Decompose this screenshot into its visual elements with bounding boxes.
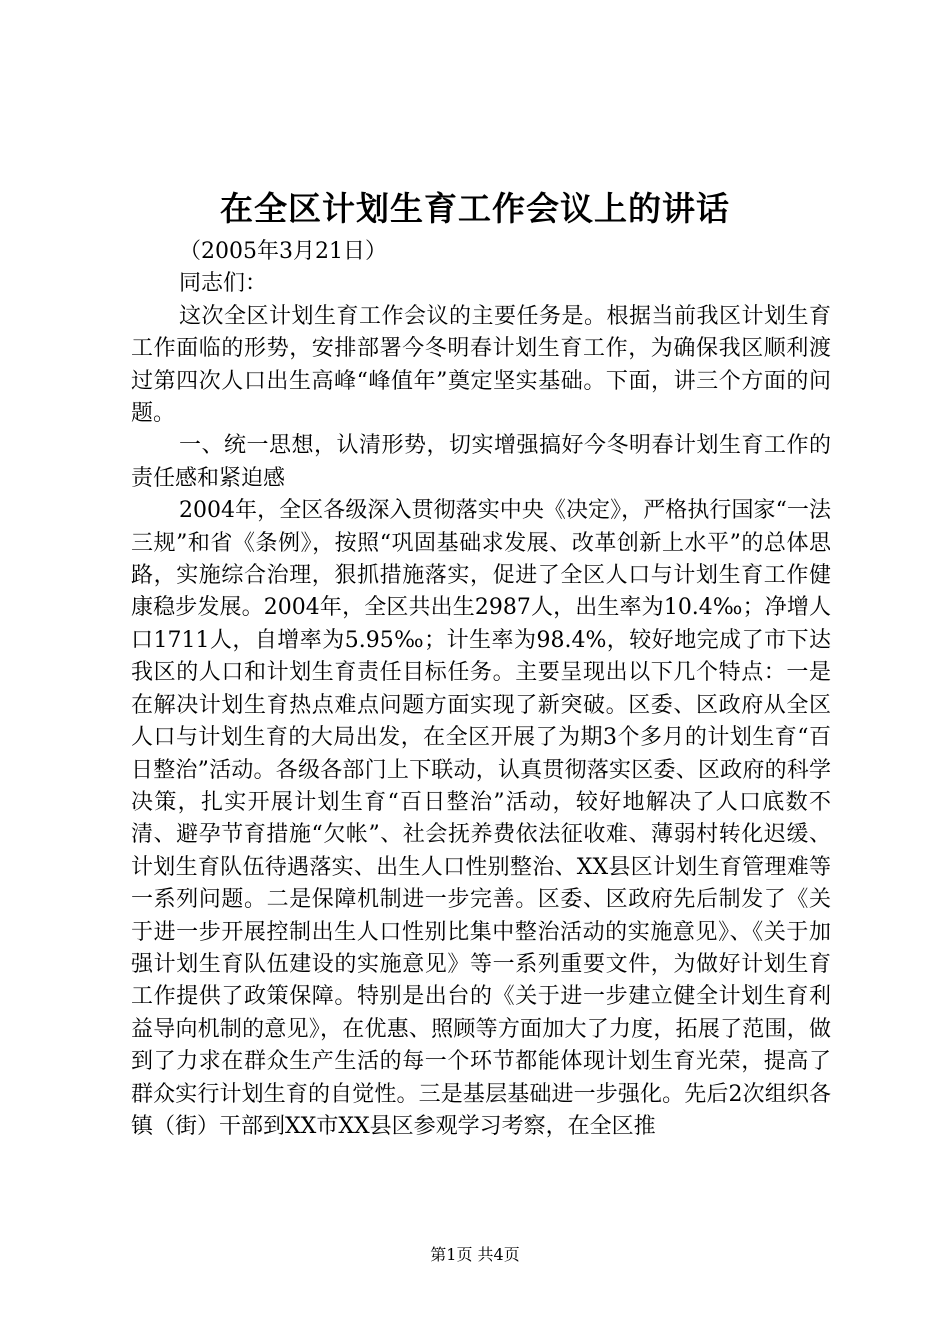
- section-heading-1: 一、统一思想，认清形势，切实增强搞好今冬明春计划生育工作的责任感和紧迫感: [131, 433, 831, 491]
- speech-date: （2005年3月21日）: [179, 239, 387, 264]
- paragraph-2004-review: 2004年，全区各级深入贯彻落实中央《决定》，严格执行国家“一法三规”和省《条例》，按照“巩固基础求发展、改革创新上水平”的总体思路，实施综合治理，狠抓措施落实，促进了全区人口与计划生育工作健康稳步发展。2004年，全区共出生2987人，出生率为10.4‰；净增人口1711人，自增率为5.95‰；计生率为98.4%，较好地完成了市下达我区的人口和计划生育责任目标任务。主要呈现出以下几个特点：一是在解决计划生育热点难点问题方面实现了新突破。区委、区政府从全区人口与计划生育的大局出发，在全区开展了为期3个多月的计划生育“百日整治”活动。各级各部门上下联动，认真贯彻落实区委、区政府的科学决策，扎实开展计划生育“百日整治”活动，较好地解决了人口底数不清、避孕节育措施“欠帐”、社会抚养费依法征收难、薄弱村转化迟缓、计划生育队伍待遇落实、出生人口性别整治、XX县区计划生育管理难等一系列问题。二是保障机制进一步完善。区委、区政府先后制发了《关于进一步开展控制出生人口性别比集中整治活动的实施意见》、《关于加强计划生育队伍建设的实施意见》等一系列重要文件，为做好计划生育工作提供了政策保障。特别是出台的《关于进一步建立健全计划生育利益导向机制的意见》，在优惠、照顾等方面加大了力度，拓展了范围，做到了力求在群众生产生活的每一个环节都能体现计划生育光荣，提高了群众实行计划生育的自觉性。三是基层基础进一步强化。先后2次组织各镇（街）干部到XX市XX县区参观学习考察，在全区推: [131, 498, 831, 1139]
- paragraph-intro: 这次全区计划生育工作会议的主要任务是。根据当前我区计划生育工作面临的形势，安排部署今冬明春计划生育工作，为确保我区顺利渡过第四次人口出生高峰“峰值年”奠定坚实基础。下面，讲三个方面的问题。: [131, 303, 831, 427]
- salutation: 同志们：: [179, 271, 268, 297]
- document-body: [131, 236, 831, 1143]
- document-title: 在全区计划生育工作会议上的讲话: [220, 189, 730, 228]
- page-number: 第1页 共4页: [430, 1245, 520, 1264]
